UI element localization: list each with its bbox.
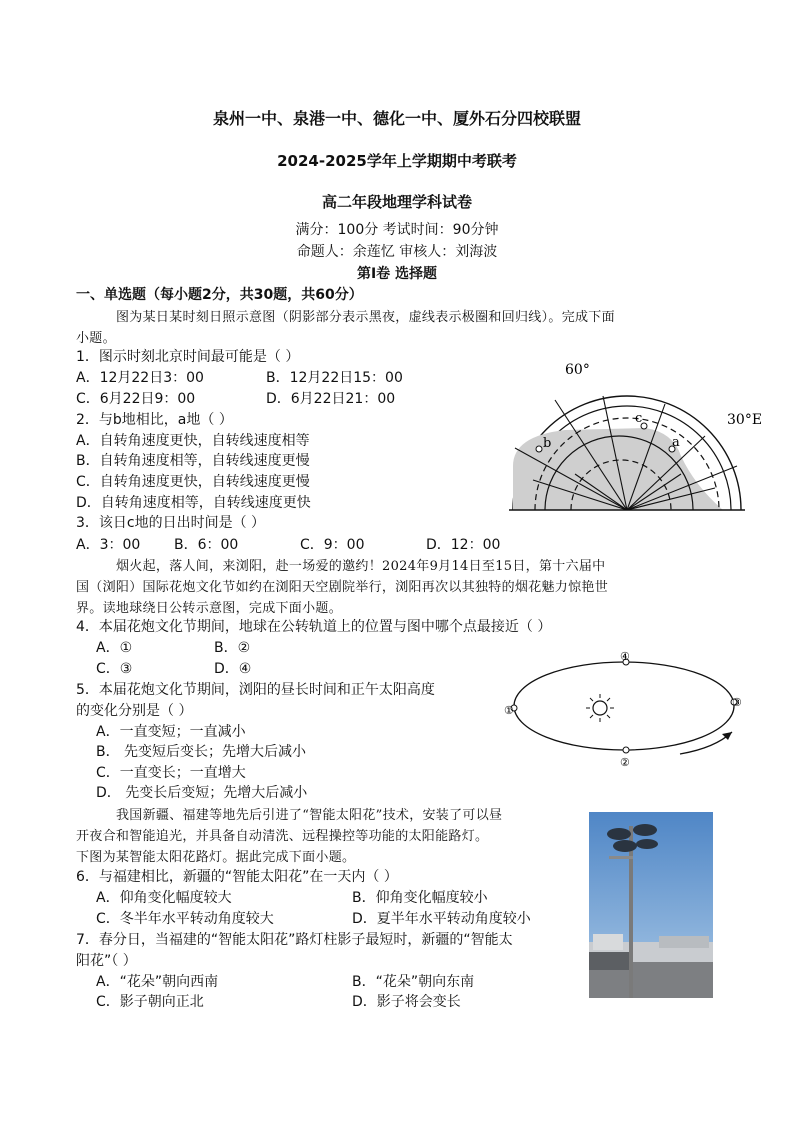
intro3-line1: 我国新疆、福建等地先后引进了“智能太阳花”技术，安装了可以昼 [116, 808, 503, 823]
q1-stem: 1．图示时刻北京时间最可能是（ ） [76, 349, 300, 365]
label-a: a [672, 435, 680, 450]
label-30e: 30°E [727, 412, 763, 428]
q4-option-b: B．② [214, 640, 251, 656]
solar-panel [613, 840, 637, 852]
q1-option-d: D．6月22日21：00 [266, 391, 396, 407]
q4-option-a: A．① [96, 640, 133, 656]
q2-option-d: D．自转角速度相等，自转线速度更快 [76, 495, 311, 511]
label-60: 60° [565, 362, 590, 378]
q2-stem: 2．与b地相比，a地（ ） [76, 412, 233, 428]
solar-panel [607, 828, 631, 840]
q2-option-c: C．自转角速度更快，自转线速度更慢 [76, 474, 310, 490]
point-b [536, 446, 542, 452]
school-alliance-title: 泉州一中、泉港一中、德化一中、厦外石分四校联盟 [212, 109, 581, 128]
q7-stem-line1: 7．春分日，当福建的“智能太阳花”路灯柱影子最短时，新疆的“智能太 [76, 932, 513, 948]
score-time: 满分：100分 考试时间：90分钟 [295, 222, 499, 238]
q2-option-b: B．自转角速度相等，自转线速度更慢 [76, 453, 310, 469]
intro3-line3: 下图为某智能太阳花路灯。据此完成下面小题。 [76, 850, 356, 865]
intro2-line2: 国（浏阳）国际花炮文化节如约在浏阳天空剧院举行，浏阳再次以其独特的烟花魅力惊艳世 [76, 580, 609, 595]
q7-option-a: A．“花朵”朝向西南 [96, 974, 219, 990]
orbit-label-3: ③ [732, 696, 742, 709]
q6-stem: 6．与福建相比，新疆的“智能太阳花”在一天内（ ） [76, 869, 398, 885]
intro2-line1: 烟火起，落人间，来浏阳，赴一场爱的邀约！2024年9月14日至15日，第十六届中 [116, 559, 606, 574]
q6-option-d: D．夏半年水平转动角度较小 [352, 911, 531, 927]
q7-stem-line2: 阳花”（ ） [76, 953, 137, 969]
q1-option-c: C．6月22日9：00 [76, 391, 196, 407]
q5-option-d: D． 先变长后变短；先增大后减小 [96, 785, 308, 801]
q1-option-a: A．12月22日3：00 [76, 370, 204, 386]
q4-option-d: D．④ [214, 661, 252, 677]
q3-stem: 3．该日c地的日出时间是（ ） [76, 515, 266, 531]
q4-stem: 4．本届花炮文化节期间，地球在公转轨道上的位置与图中哪个点最接近（ ） [76, 619, 552, 635]
orbit-label-2: ② [620, 756, 630, 768]
q3-option-a: A．3：00 [76, 537, 141, 553]
orbit-point-2 [623, 747, 629, 753]
q5-option-c: C．一直变长；一直增大 [96, 765, 246, 781]
q5-option-a: A．一直变短；一直减小 [96, 724, 246, 740]
q3-option-c: C．9：00 [300, 537, 365, 553]
label-b: b [543, 436, 552, 451]
illumination-diagram [505, 356, 775, 516]
q3-option-b: B．6：00 [174, 537, 239, 553]
q6-option-a: A．仰角变化幅度较大 [96, 890, 232, 906]
orbit-diagram [500, 648, 750, 768]
q1-option-b: B．12月22日15：00 [266, 370, 403, 386]
paper-title: 高二年段地理学科试卷 [321, 193, 472, 211]
solar-panel [633, 824, 657, 836]
q5-option-b: B． 先变短后变长；先增大后减小 [96, 744, 307, 760]
intro3-line2: 开夜合和智能追光，并具备自动清洗、远程操控等功能的太阳能路灯。 [76, 829, 489, 844]
q5-stem-line2: 的变化分别是（ ） [76, 703, 193, 719]
intro2-line3: 界。读地球绕日公转示意图，完成下面小题。 [76, 601, 343, 616]
orbit-ellipse [514, 662, 734, 750]
q4-option-c: C．③ [96, 661, 133, 677]
orbit-label-1: ① [504, 704, 514, 717]
q6-option-c: C．冬半年水平转动角度较大 [96, 911, 274, 927]
q5-stem-line1: 5．本届花炮文化节期间，浏阳的昼长时间和正午太阳高度 [76, 682, 435, 698]
intro1-line1: 图为某日某时刻日照示意图（阴影部分表示黑夜，虚线表示极圈和回归线）。完成下面 [116, 310, 615, 325]
q7-option-c: C．影子朝向正北 [96, 994, 204, 1010]
authors: 命题人：余莲忆 审核人：刘海波 [296, 244, 498, 260]
q2-option-a: A．自转角速度更快，自转线速度相等 [76, 433, 310, 449]
orbit-label-4: ④ [620, 650, 630, 663]
smart-sunflower-streetlight-photo [589, 812, 713, 998]
q3-option-d: D．12：00 [426, 537, 501, 553]
sun-icon [586, 694, 614, 722]
q6-option-b: B．仰角变化幅度较小 [352, 890, 488, 906]
label-c: c [635, 411, 643, 426]
volume-title: 第Ⅰ卷 选择题 [356, 266, 438, 282]
q7-option-d: D．影子将会变长 [352, 994, 461, 1010]
exam-title: 2024-2025学年上学期期中考联考 [277, 152, 517, 170]
section-heading: 一、单选题（每小题2分，共30题，共60分） [76, 287, 363, 303]
intro1-line2: 小题。 [76, 331, 116, 346]
q7-option-b: B．“花朵”朝向东南 [352, 974, 475, 990]
solar-panel [636, 839, 658, 849]
